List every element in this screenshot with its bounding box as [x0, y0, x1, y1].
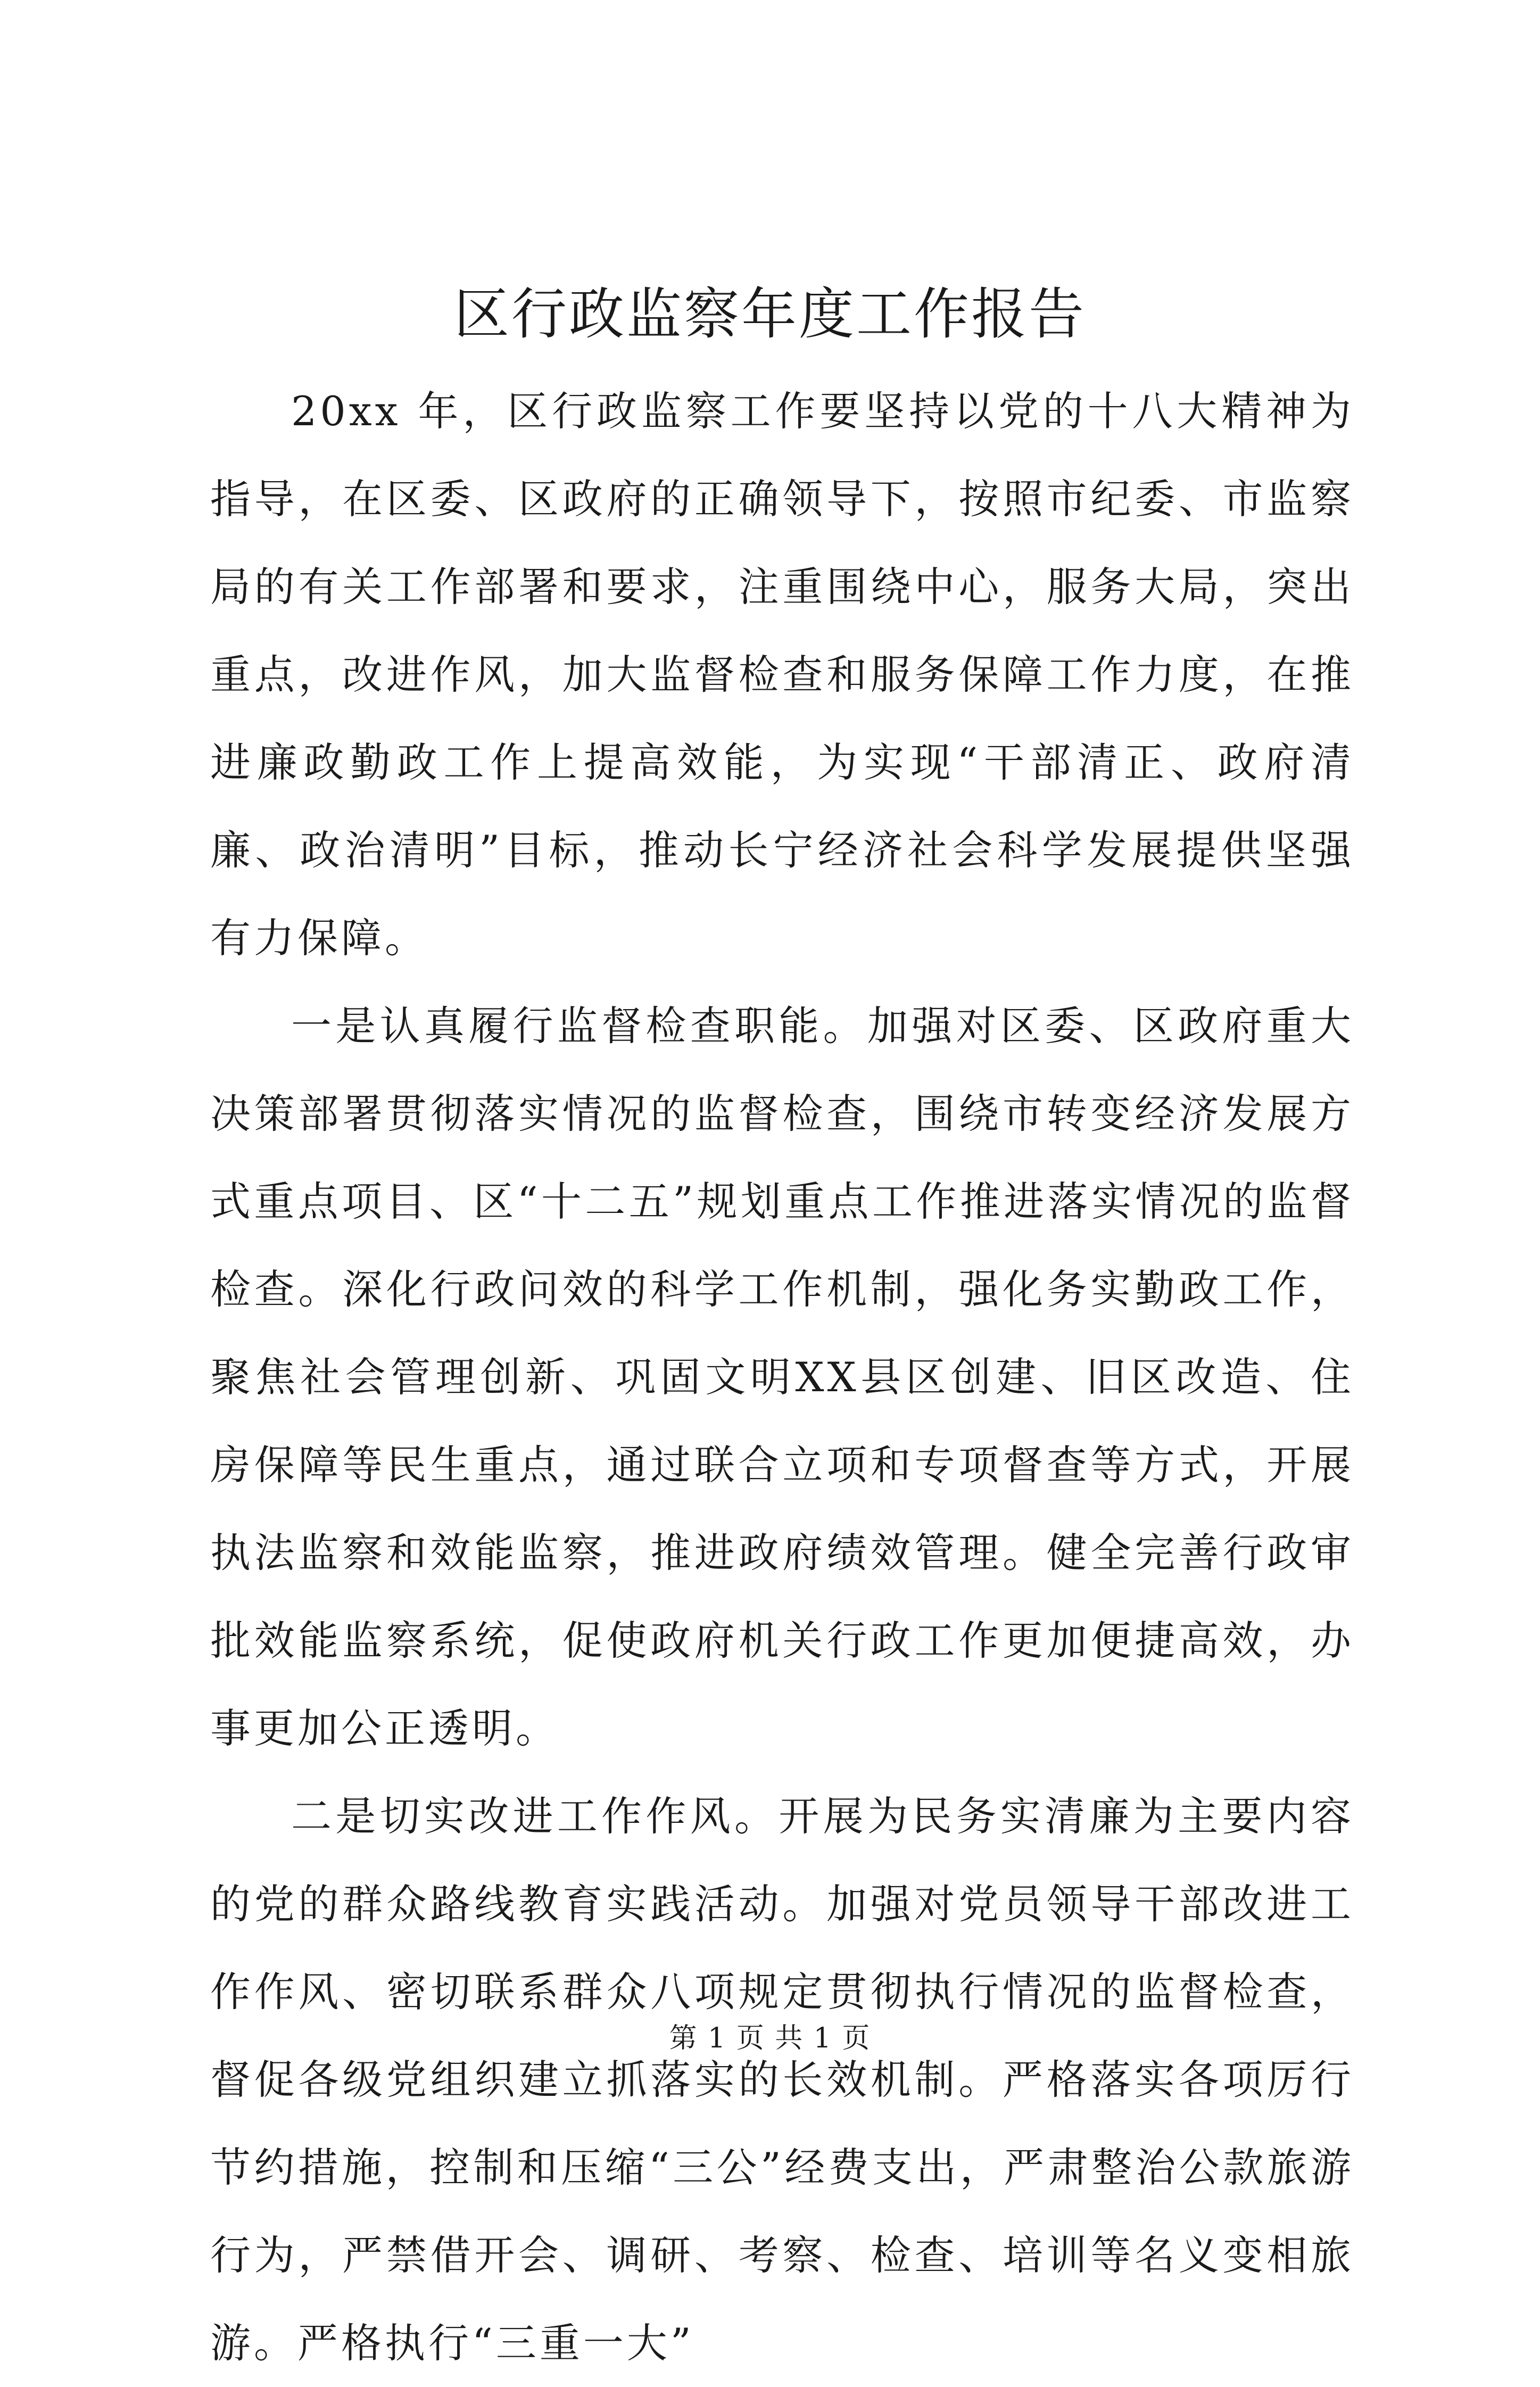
document-title: 区行政监察年度工作报告 [453, 282, 1086, 346]
page-footer: 第 1 页 共 1 页 [669, 2022, 871, 2054]
paragraph-work-style: 二是切实改进工作作风。开展为民务实清廉为主要内容的党的群众路线教育实践活动。加强对党员领导干部改进工作作风、密切联系群众八项规定贯彻执行情况的监督检查，督促各级党组织建立抓落实的长效机制。严格落实各项厉行节约措施，控制和压缩“三公”经费支出，严肃整治公款旅游行为，严禁借开会、调研、考察、检查、培训等名义变相旅游。严格执行“三重一大” [210, 1793, 1354, 2367]
document-body [210, 367, 1354, 2387]
paragraph-intro: 20xx 年，区行政监察工作要坚持以党的十八大精神为指导，在区委、区政府的正确领导下，按照市纪委、市监察局的有关工作部署和要求，注重围绕中心，服务大局，突出重点，改进作风，加大监督检查和服务保障工作力度，在推进廉政勤政工作上提高效能，为实现“干部清正、政府清廉、政治清明”目标，推动长宁经济社会科学发展提供坚强有力保障。 [210, 387, 1354, 962]
paragraph-supervision: 一是认真履行监督检查职能。加强对区委、区政府重大决策部署贯彻落实情况的监督检查，围绕市转变经济发展方式重点项目、区“十二五”规划重点工作推进落实情况的监督检查。深化行政问效的科学工作机制，强化务实勤政工作，聚焦社会管理创新、巩固文明XX县区创建、旧区改造、住房保障等民生重点，通过联合立项和专项督查等方式，开展执法监察和效能监察，推进政府绩效管理。健全完善行政审批效能监察系统，促使政府机关行政工作更加便捷高效，办事更加公正透明。 [210, 1002, 1354, 1752]
